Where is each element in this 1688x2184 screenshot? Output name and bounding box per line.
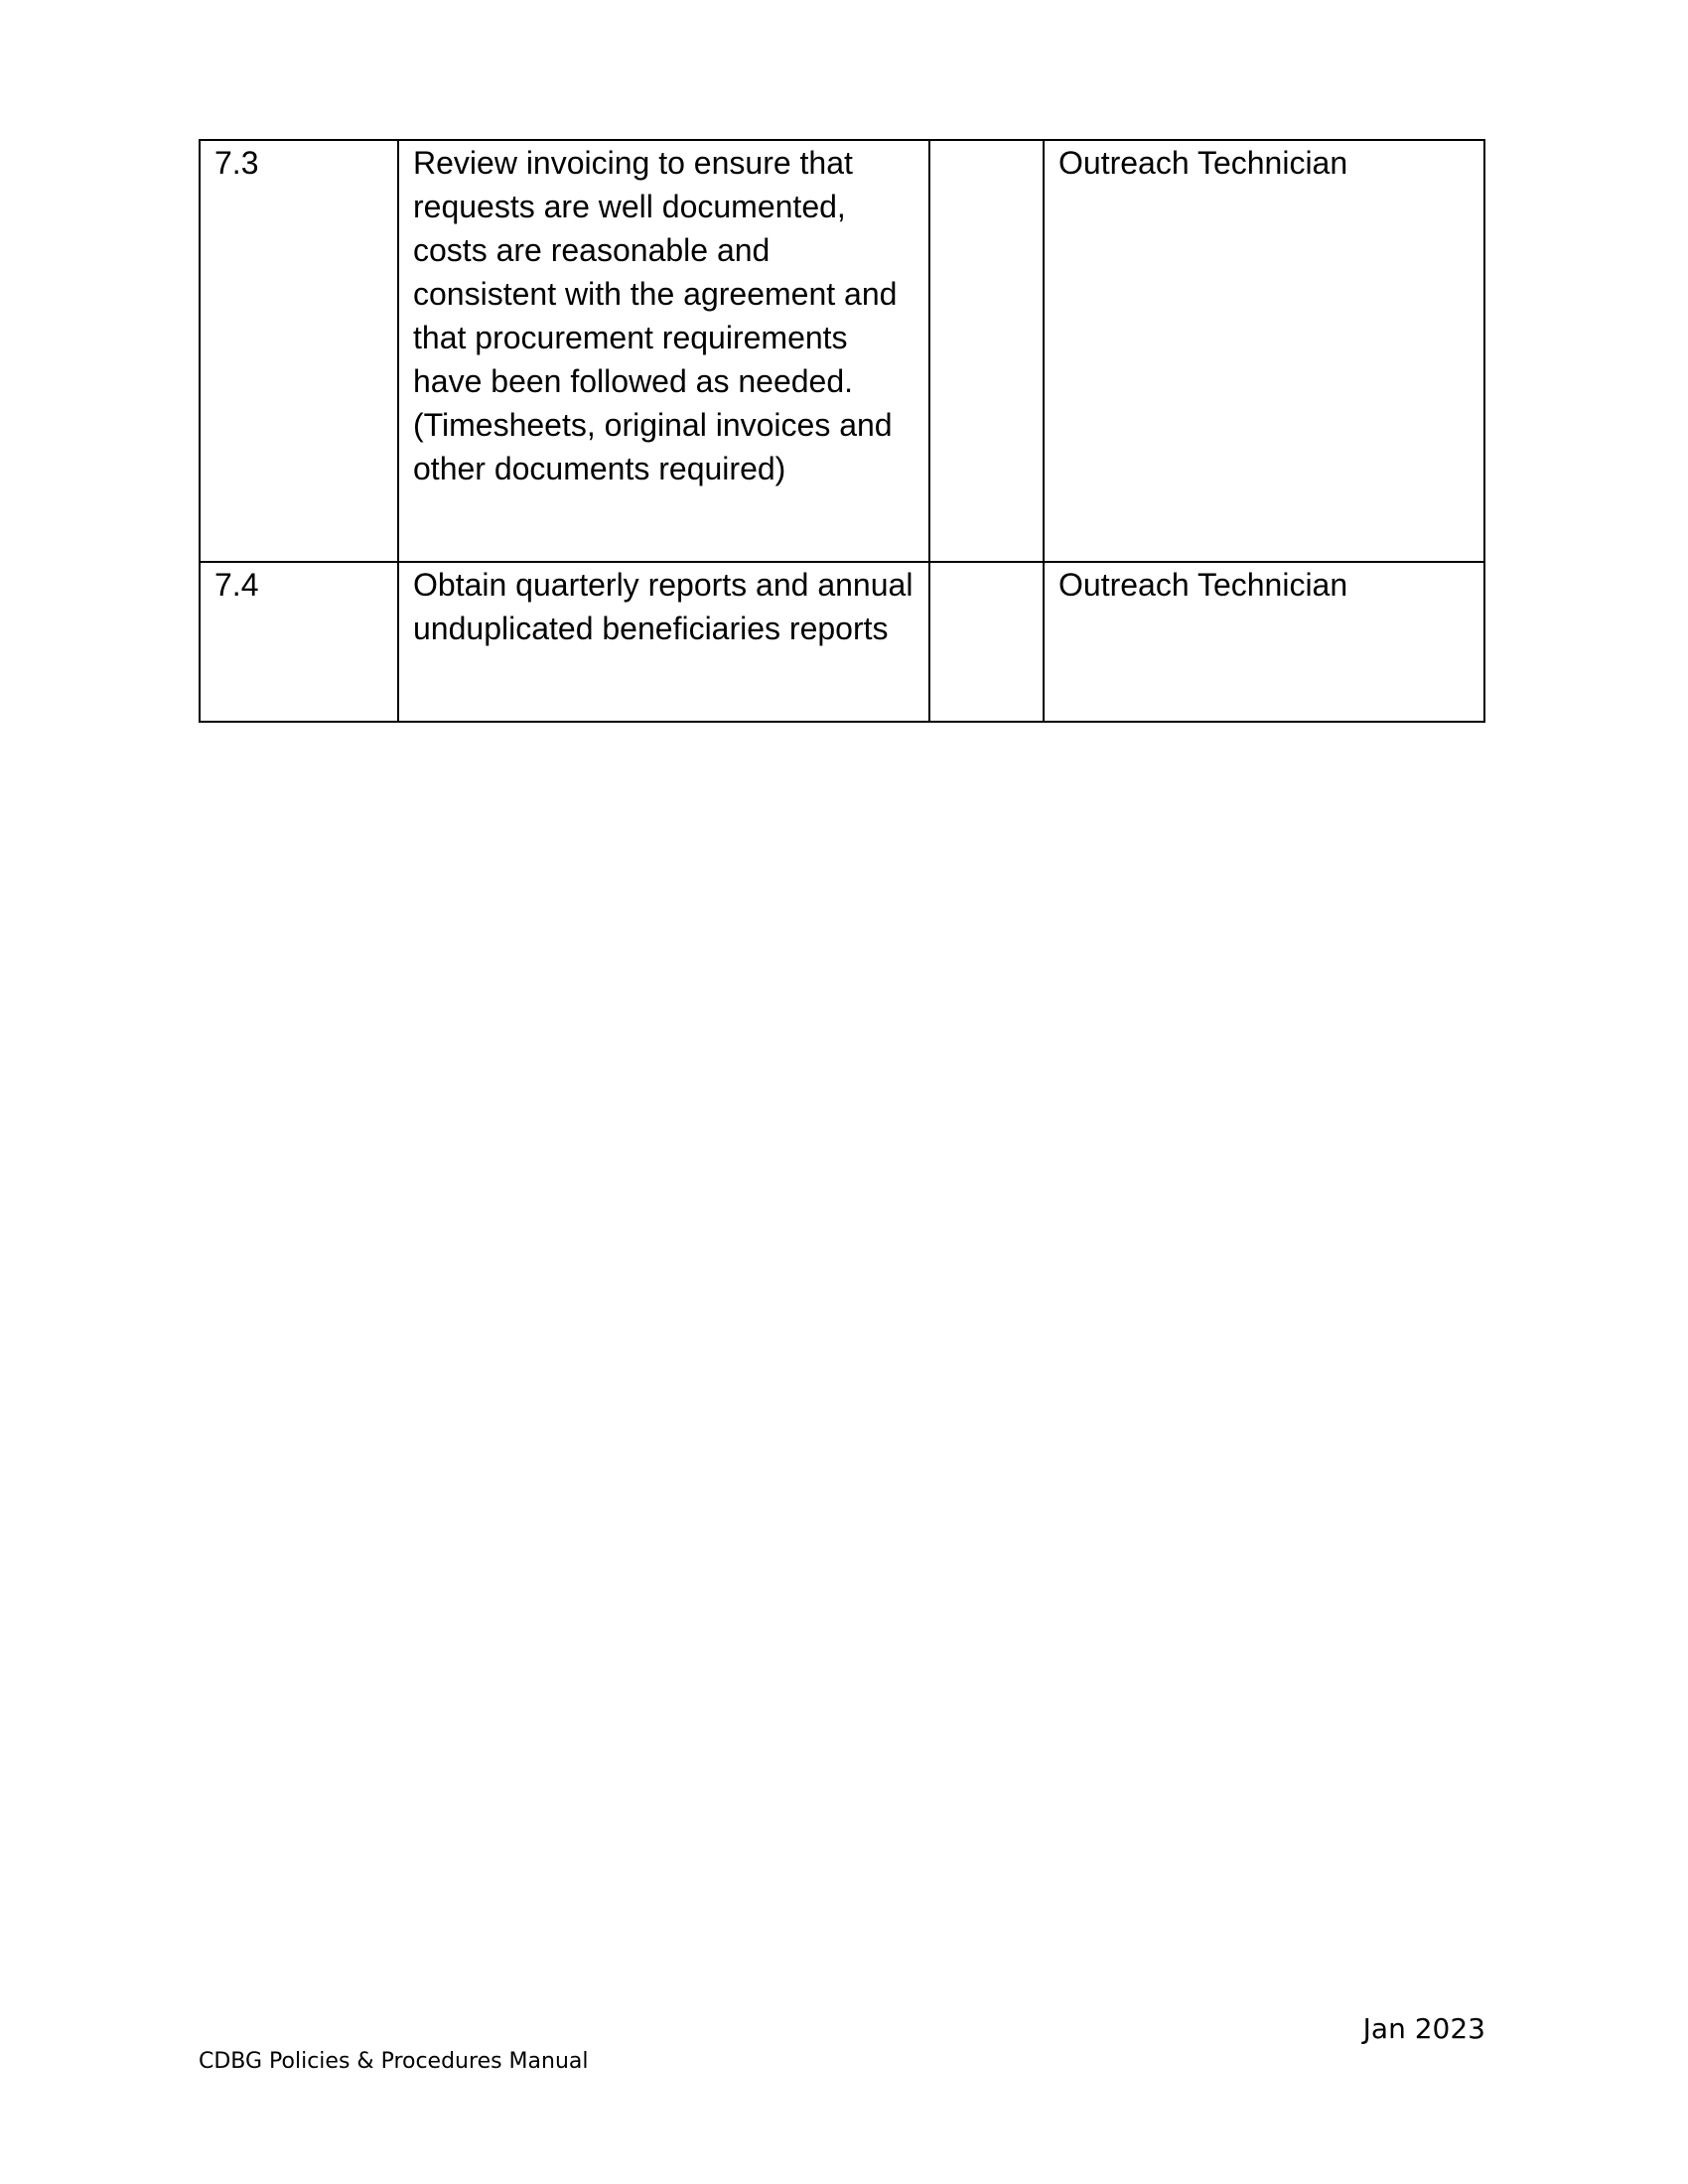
footer-manual-title: CDBG Policies & Procedures Manual xyxy=(199,2049,589,2074)
responsible-party-cell: Outreach Technician xyxy=(1044,562,1484,722)
footer-date: Jan 2023 xyxy=(1362,2012,1485,2045)
step-number-cell: 7.3 xyxy=(200,140,398,562)
table-row xyxy=(200,562,1484,722)
task-description-cell: Review invoicing to ensure that requests are well documented, costs are reasonable and consistent with the agreement and that procurement requirements have been followed as needed. (Timesheets, original invoices and other documents required) xyxy=(398,140,929,562)
procedures-table xyxy=(199,139,1485,723)
task-description-cell: Obtain quarterly reports and annual unduplicated beneficiaries reports xyxy=(398,562,929,722)
responsible-party-cell: Outreach Technician xyxy=(1044,140,1484,562)
blank-cell xyxy=(929,562,1044,722)
blank-cell xyxy=(929,140,1044,562)
table-row xyxy=(200,140,1484,562)
step-number-cell: 7.4 xyxy=(200,562,398,722)
